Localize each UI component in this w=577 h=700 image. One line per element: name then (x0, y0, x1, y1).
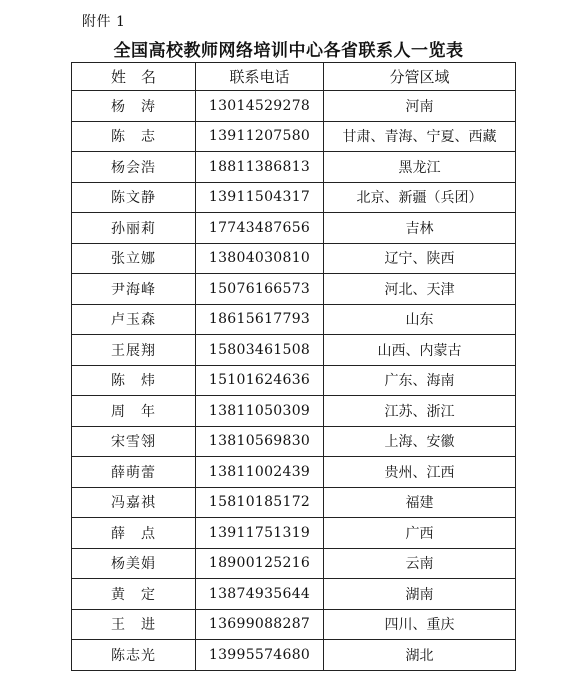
contact-name: 黄 定 (72, 579, 196, 610)
contact-phone: 18811386813 (196, 152, 324, 183)
table-row (72, 304, 516, 335)
table-row (72, 579, 516, 610)
contact-region: 山西、内蒙古 (324, 335, 516, 366)
contact-phone: 15810185172 (196, 487, 324, 518)
contact-name: 薛 点 (72, 518, 196, 549)
contact-region: 甘肃、青海、宁夏、西藏 (324, 121, 516, 152)
attachment-label: 附件 1 (82, 14, 126, 30)
table-row (72, 640, 516, 671)
table-row (72, 365, 516, 396)
contact-name: 杨会浩 (72, 152, 196, 183)
contact-region: 云南 (324, 548, 516, 579)
contact-name: 薛萌蕾 (72, 457, 196, 488)
header-phone: 联系电话 (196, 63, 324, 91)
table-row (72, 518, 516, 549)
contact-phone: 18615617793 (196, 304, 324, 335)
table-row (72, 213, 516, 244)
contact-region: 四川、重庆 (324, 609, 516, 640)
contact-name: 杨美娟 (72, 548, 196, 579)
contact-name: 周 年 (72, 396, 196, 427)
contact-name: 王 进 (72, 609, 196, 640)
contact-phone: 13995574680 (196, 640, 324, 671)
contact-phone: 13911207580 (196, 121, 324, 152)
contact-region: 河北、天津 (324, 274, 516, 305)
contact-region: 北京、新疆（兵团） (324, 182, 516, 213)
contact-name: 陈 志 (72, 121, 196, 152)
table-row (72, 121, 516, 152)
table-row (72, 396, 516, 427)
contact-phone: 13699088287 (196, 609, 324, 640)
contact-name: 陈 炜 (72, 365, 196, 396)
contact-region: 上海、安徽 (324, 426, 516, 457)
contact-region: 贵州、江西 (324, 457, 516, 488)
table-header-row (72, 63, 516, 91)
contacts-table (71, 62, 516, 671)
table-row (72, 152, 516, 183)
table-row (72, 609, 516, 640)
table-row (72, 274, 516, 305)
contact-phone: 13874935644 (196, 579, 324, 610)
contact-name: 尹海峰 (72, 274, 196, 305)
contact-phone: 18900125216 (196, 548, 324, 579)
contact-region: 黑龙江 (324, 152, 516, 183)
contact-region: 湖北 (324, 640, 516, 671)
contact-name: 王展翔 (72, 335, 196, 366)
table-row (72, 243, 516, 274)
contact-region: 广东、海南 (324, 365, 516, 396)
contact-name: 陈文静 (72, 182, 196, 213)
contact-phone: 13811050309 (196, 396, 324, 427)
contact-phone: 13810569830 (196, 426, 324, 457)
table-body (72, 91, 516, 671)
contact-phone: 15076166573 (196, 274, 324, 305)
contact-phone: 13811002439 (196, 457, 324, 488)
contact-name: 冯嘉祺 (72, 487, 196, 518)
contact-region: 广西 (324, 518, 516, 549)
contact-region: 山东 (324, 304, 516, 335)
contact-name: 宋雪翎 (72, 426, 196, 457)
table-row (72, 457, 516, 488)
header-region: 分管区域 (324, 63, 516, 91)
contact-phone: 15803461508 (196, 335, 324, 366)
contact-region: 江苏、浙江 (324, 396, 516, 427)
contact-region: 湖南 (324, 579, 516, 610)
contact-name: 卢玉森 (72, 304, 196, 335)
table-row (72, 335, 516, 366)
contact-region: 河南 (324, 91, 516, 122)
contact-region: 福建 (324, 487, 516, 518)
document-title: 全国高校教师网络培训中心各省联系人一览表 (113, 41, 464, 61)
contact-name: 孙丽莉 (72, 213, 196, 244)
contact-phone: 13804030810 (196, 243, 324, 274)
contact-phone: 13911504317 (196, 182, 324, 213)
table-row (72, 91, 516, 122)
table-row (72, 426, 516, 457)
contact-name: 杨 涛 (72, 91, 196, 122)
table-row (72, 548, 516, 579)
contact-phone: 15101624636 (196, 365, 324, 396)
contact-phone: 17743487656 (196, 213, 324, 244)
contact-phone: 13911751319 (196, 518, 324, 549)
contact-name: 张立娜 (72, 243, 196, 274)
table-row (72, 182, 516, 213)
table-row (72, 487, 516, 518)
contact-phone: 13014529278 (196, 91, 324, 122)
contact-region: 吉林 (324, 213, 516, 244)
header-name: 姓 名 (72, 63, 196, 91)
contact-name: 陈志光 (72, 640, 196, 671)
contact-region: 辽宁、陕西 (324, 243, 516, 274)
